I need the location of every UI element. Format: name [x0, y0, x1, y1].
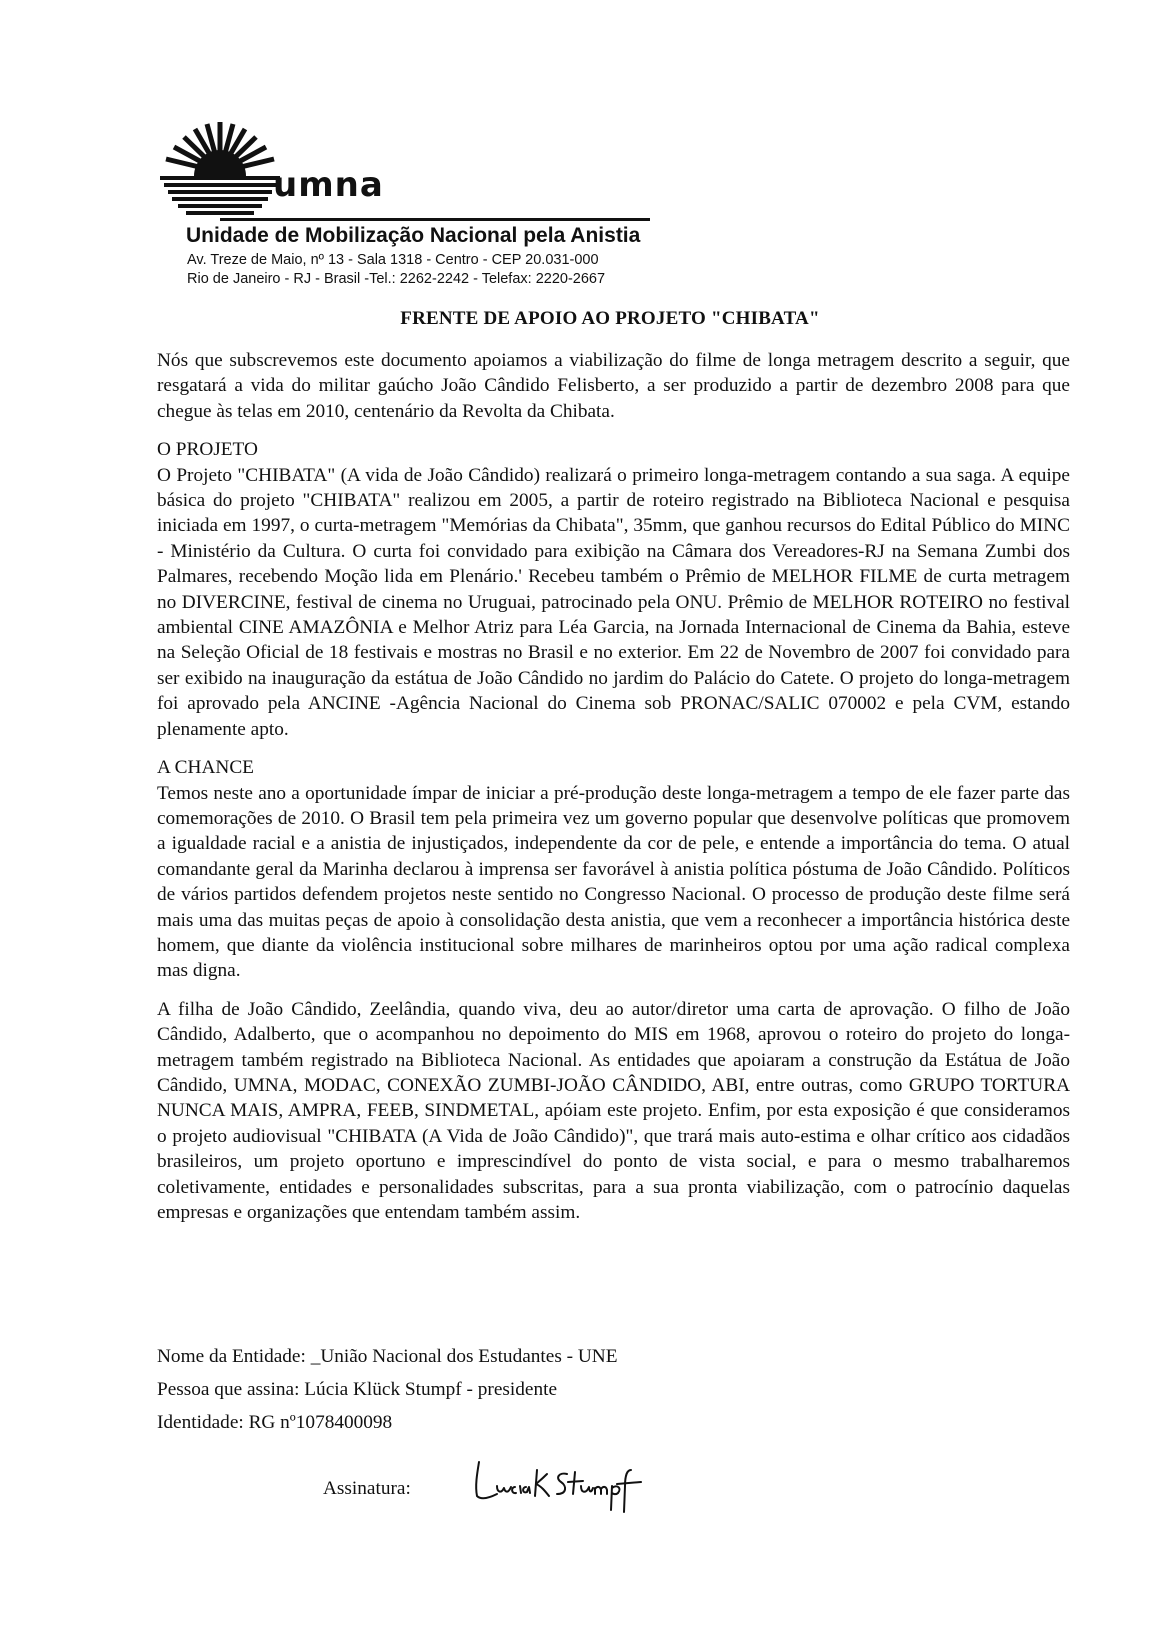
- entity-value: _União Nacional dos Estudantes - UNE: [310, 1346, 618, 1367]
- id-label: Identidade:: [157, 1412, 244, 1433]
- paragraph-gap: [157, 424, 1070, 437]
- logo: [160, 120, 660, 220]
- document-title: FRENTE DE APOIO AO PROJETO "CHIBATA": [400, 308, 820, 329]
- section-text-projeto: O Projeto "CHIBATA" (A vida de João Cândido) realizará o primeiro longa-metragem contando a sua saga. A equipe básica do projeto "CHIBATA" realizou em 2005, a partir de roteiro registrado na Biblioteca Nacional e pesquisa iniciada em 1997, o curta-metragem "Memórias da Chibata", 35mm, que ganhou recursos do Edital Público do MINC - Ministério da Cultura. O curta foi convidado para exibição na Câmara dos Vereadores-RJ na Semana Zumbi dos Palmares, recebendo Moção lida em Plenário.' Recebeu também o Prêmio de MELHOR FILME de curta metragem no DIVERCINE, festival de cinema no Uruguai, patrocinado pela ONU. Prêmio de MELHOR ROTEIRO no festival ambiental CINE AMAZÔNIA e Melhor Atriz para Léa Garcia, na Jornada Internacional de Cinema da Bahia, esteve na Seleção Oficial de 18 festivais e mostras no Brasil e no exterior. Em 22 de Novembro de 2007 foi convidado para ser exibido na inauguração da estátua de João Cândido no jardim do Palácio do Catete. O projeto do longa-metragem foi aprovado pela ANCINE -Agência Nacional do Cinema sob PRONAC/SALIC 070002 e pela CVM, estando plenamente apto.: [157, 464, 1070, 740]
- intro-paragraph: Nós que subscrevemos este documento apoiamos a viabilização do filme de longa metragem descrito a seguir, que resgatará a vida do militar gaúcho João Cândido Felisberto, a ser produzido a partir de dezembro 2008 para que chegue às telas em 2010, centenário da Revolta da Chibata.: [157, 350, 1070, 422]
- sunrise-logo-icon: [160, 120, 280, 220]
- signer-label: Pessoa que assina:: [157, 1379, 300, 1400]
- signatory-fields: [157, 1346, 618, 1445]
- signer-field: [157, 1379, 618, 1412]
- section-text-chance: Temos neste ano a oportunidade ímpar de iniciar a pré-produção deste longa-metragem a tempo de ele fazer parte das comemorações de 2010. O Brasil tem pela primeira vez um governo popular que desenvolve políticas que promovem a igualdade racial e a anistia de injustiçados, independente da cor de pele, e entende a importância do tema. O atual comandante geral da Marinha declarou à imprensa ser favorável à anistia política póstuma de João Cândido. Políticos de vários partidos defendem projetos neste sentido no Congresso Nacional. O processo de produção deste filme será mais uma das muitas peças de apoio à consolidação desta anistia, que vem a reconhecer a importância histórica deste homem, que diante da violência institucional sobre milhares de marinheiros optou por uma ação radical complexa mas digna.: [157, 782, 1070, 982]
- paragraph-gap: [157, 742, 1070, 755]
- entity-field: [157, 1346, 618, 1379]
- letterhead: [160, 120, 660, 287]
- signature-block: [323, 1460, 723, 1530]
- closing-paragraph: A filha de João Cândido, Zeelândia, quando viva, deu ao autor/diretor uma carta de aprovação. O filho de João Cândido, Adalberto, que o acompanhou no depoimento do MIS em 1968, aprovou o roteiro do projeto do longa-metragem também registrado na Biblioteca Nacional. As entidades que apoiaram a construção da Estátua de João Cândido, UMNA, MODAC, CONEXÃO ZUMBI-JOÃO CÂNDIDO, ABI, entre outras, como GRUPO TORTURA NUNCA MAIS, AMPRA, FEEB, SINDMETAL, apóiam este projeto. Enfim, por esta exposição é que consideramos o projeto audiovisual "CHIBATA (A Vida de João Cândido)", que trará mais auto-estima e olhar crítico aos cidadãos brasileiros, um projeto oportuno e imprescindível do ponto de vista social, e para o mesmo trabalharemos coletivamente, entidades e personalidades subscritas, para a sua pronta viabilização, com o patrocínio daquelas empresas e organizações que entendam também assim.: [157, 998, 1070, 1223]
- entity-label: Nome da Entidade:: [157, 1346, 306, 1367]
- signer-value: Lúcia Klück Stumpf - presidente: [304, 1379, 558, 1400]
- org-name: Unidade de Mobilização Nacional pela Anistia: [186, 224, 641, 247]
- handwritten-signature: [471, 1456, 661, 1516]
- id-field: [157, 1412, 618, 1445]
- logo-wordmark: umna: [273, 165, 384, 205]
- signature-label: Assinatura:: [323, 1478, 411, 1499]
- letterhead-divider: [220, 218, 650, 221]
- section-heading-chance: A CHANCE: [157, 757, 254, 779]
- paragraph-gap: [157, 984, 1070, 997]
- section-heading-projeto: O PROJETO: [157, 439, 258, 461]
- org-address: Av. Treze de Maio, nº 13 - Sala 1318 - Centro - CEP 20.031-000: [187, 252, 599, 268]
- org-contact: Rio de Janeiro - RJ - Brasil -Tel.: 2262-2242 - Telefax: 2220-2667: [187, 271, 606, 287]
- id-value: RG nº1078400098: [248, 1412, 393, 1433]
- document-body: [157, 348, 1070, 1225]
